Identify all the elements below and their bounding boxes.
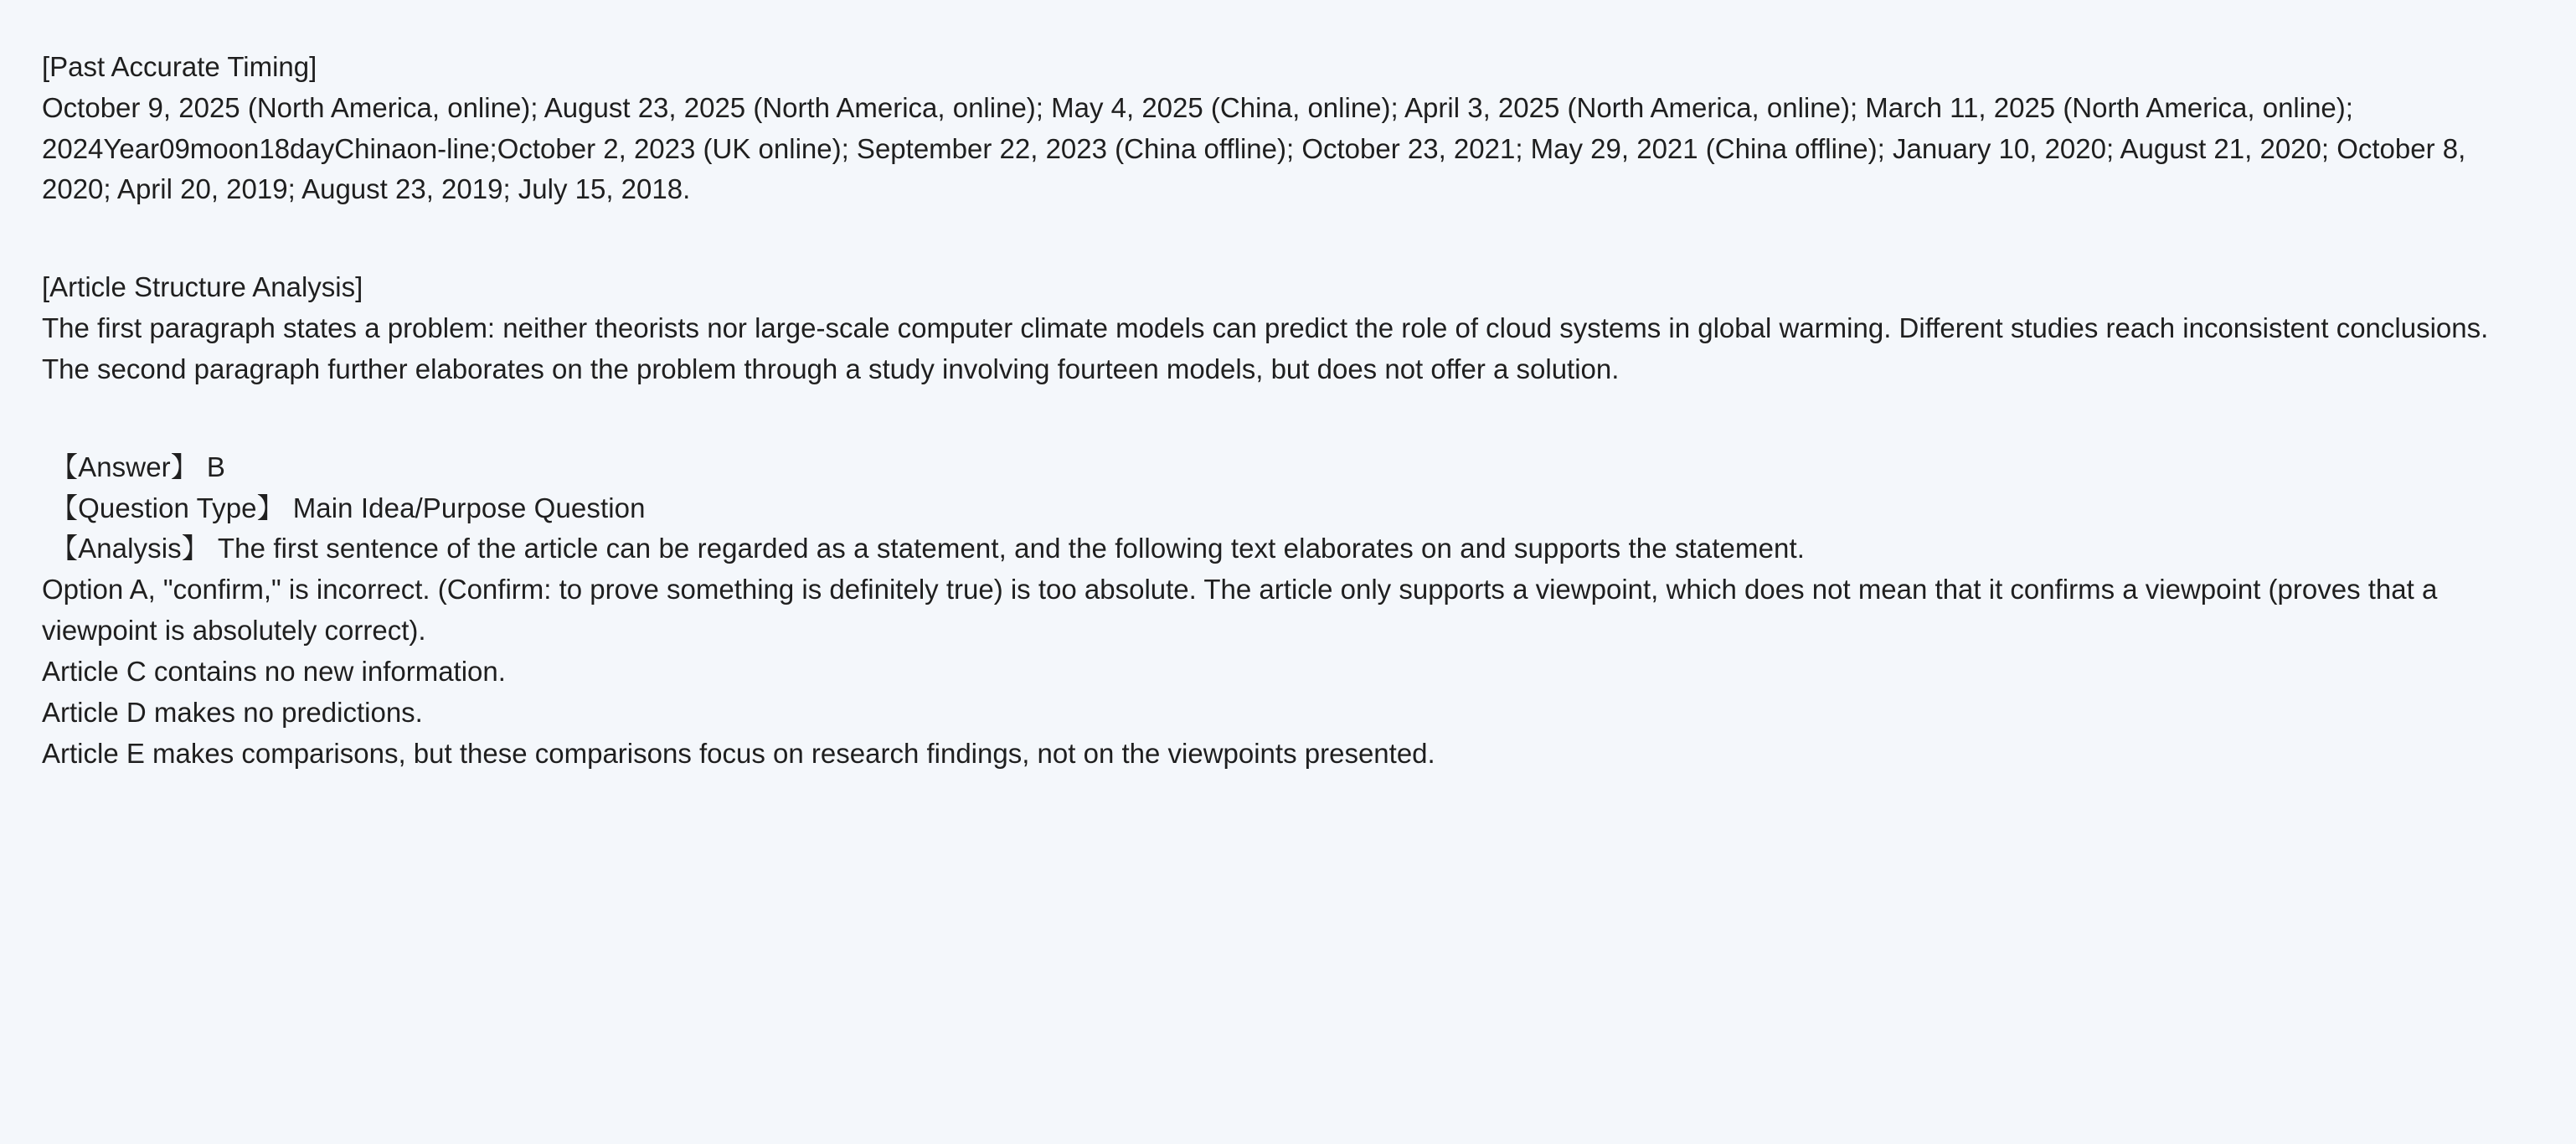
- section-past-accurate-timing: [42, 47, 2529, 210]
- answer-section: [42, 447, 2529, 775]
- section-body: October 9, 2025 (North America, online); August 23, 2025 (North America, online); May 4, 2025 (China, online); April 3, 2025 (North America, online); March 11, 2025 (North America, online); 2024Year09moon18dayChinaon-line;October 2, 2023 (UK online); September 22, 2023 (China offline); October 23, 2021; May 29, 2021 (China offline); January 10, 2020; August 21, 2020; October 8, 2020; April 20, 2019; August 23, 2019; July 15, 2018.: [42, 91, 2466, 205]
- question-type-label: 【Question Type】: [50, 492, 285, 523]
- option-explanation: Article E makes comparisons, but these comparisons focus on research findings, not on the viewpoints presented.: [42, 737, 1435, 769]
- section-article-structure-analysis: [42, 267, 2529, 389]
- answer-value: B: [206, 451, 225, 482]
- analysis-value: The first sentence of the article can be regarded as a statement, and the following text elaborates on and supports the statement.: [217, 533, 1806, 564]
- question-type-line: [42, 488, 2529, 529]
- option-explanation: Article D makes no predictions.: [42, 696, 423, 728]
- analysis-line: [42, 528, 2529, 569]
- answer-line: [42, 447, 2529, 488]
- section-spacer: [42, 232, 2529, 267]
- section-heading: [Article Structure Analysis]: [42, 271, 363, 303]
- section-body: The first paragraph states a problem: neither theorists nor large-scale computer climate models can predict the role of cloud systems in global warming. Different studies reach inconsistent conclusions. The second paragraph further elaborates on the problem through a study involving fourteen models, but does not offer a solution.: [42, 312, 2489, 384]
- analysis-label: 【Analysis】: [50, 533, 209, 564]
- section-spacer: [42, 412, 2529, 447]
- answer-label: 【Answer】: [50, 451, 198, 482]
- option-explanation: Option A, "confirm," is incorrect. (Confirm: to prove something is definitely true) is too absolute. The article only supports a viewpoint, which does not mean that it confirms a viewpoint (proves that a viewpoint is absolutely correct).: [42, 574, 2438, 647]
- section-heading: [Past Accurate Timing]: [42, 51, 317, 82]
- option-explanation: Article C contains no new information.: [42, 655, 506, 687]
- question-type-value: Main Idea/Purpose Question: [292, 492, 646, 523]
